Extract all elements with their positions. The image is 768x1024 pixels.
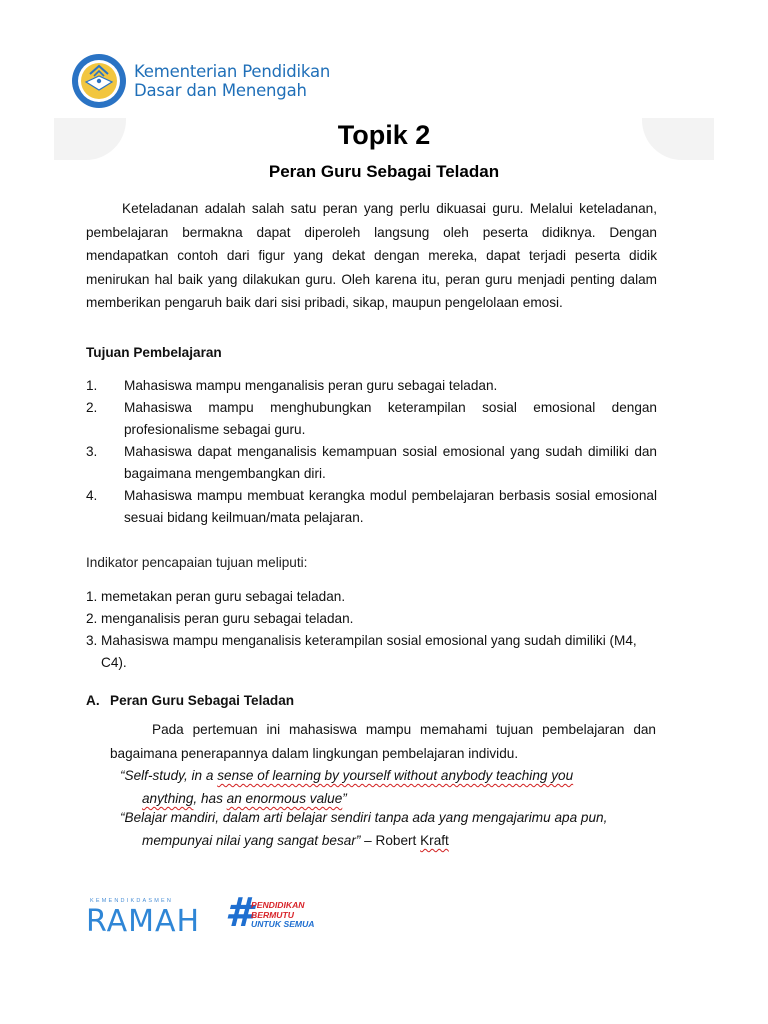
list-item (86, 375, 657, 397)
ministry-name-line2: Dasar dan Menengah (134, 81, 307, 100)
ministry-logo (70, 52, 330, 112)
pb-line1: PENDIDIKAN (251, 900, 305, 910)
list-item-number: 2. (86, 611, 98, 626)
intro-text: Keteladanan adalah salah satu peran yang perlu dikuasai guru. Melalui keteladanan, pembelajaran bermakna dapat diperoleh langsung oleh peserta didiknya. Dengan mendapatkan contoh dari figur yang dekat dengan mereka, dapat terjadi peserta didik menirukan hal baik yang dilakukan guru. Oleh karena itu, peran guru menjadi penting dalam memberikan pengaruh baik dari sisi pribadi, sikap, maupun pengelolaan emosi. (86, 201, 657, 310)
list-item-text: menganalisis peran guru sebagai teladan. (101, 611, 354, 626)
pendidikan-bermutu-logo (225, 890, 335, 936)
quote-text-spellcheck: sense of learning by yourself without anybody teaching you (217, 768, 574, 783)
quote-text-spellcheck: an enormous value (226, 791, 343, 806)
english-quote (120, 764, 660, 810)
page-title: Topik 2 (337, 120, 431, 150)
list-item-number: 2. (86, 400, 98, 415)
ramah-tagline: KEMENDIKDASMEN (90, 898, 174, 904)
quote-text-spellcheck: anything (142, 791, 194, 806)
list-item-number: 1. (86, 378, 98, 393)
indonesian-quote (120, 806, 660, 852)
list-item-text: memetakan peran guru sebagai teladan. (101, 589, 346, 604)
list-item-number: 1. (86, 589, 98, 604)
indicators-list (86, 586, 661, 674)
quote-text: “Belajar mandiri, dalam arti belajar sendiri tanpa ada yang mengajarimu apa pun, (120, 810, 608, 825)
list-item (86, 608, 661, 630)
section-title: Peran Guru Sebagai Teladan (110, 693, 295, 708)
ministry-name (134, 62, 330, 100)
list-item (86, 586, 661, 608)
list-item-number: 4. (86, 488, 98, 503)
section-a-paragraph (110, 718, 656, 766)
intro-paragraph (86, 197, 657, 315)
list-item-text: Mahasiswa mampu menghubungkan keterampilan sosial emosional dengan profesionalisme sebagai guru. (124, 400, 657, 437)
tut-wuri-handayani-emblem-icon (70, 52, 128, 110)
indicators-intro: Indikator pencapaian tujuan meliputi: (86, 555, 308, 570)
quote-text: mempunyai nilai yang sangat besar” (142, 833, 361, 848)
pb-line3: UNTUK SEMUA (251, 919, 315, 929)
ministry-name-line1: Kementerian Pendidikan (134, 62, 331, 81)
list-item (86, 397, 657, 441)
quote-text: , has (193, 791, 227, 806)
section-a-heading (86, 693, 294, 708)
list-item-number: 3. (86, 444, 98, 459)
quote-author-name: Kraft (420, 833, 449, 848)
quote-text: ” (342, 791, 347, 806)
objectives-list (86, 375, 657, 529)
quote-text: “Self-study, in a (120, 768, 218, 783)
pendidikan-bermutu-text (251, 901, 315, 930)
list-item-text: Mahasiswa mampu menganalisis peran guru sebagai teladan. (124, 378, 498, 393)
quote-author: – Robert (360, 833, 421, 848)
list-item (86, 485, 657, 529)
list-item-text: Mahasiswa mampu menganalisis keterampilan sosial emosional yang sudah dimiliki (M4, C4). (101, 633, 637, 670)
pb-line2: BERMUTU (251, 909, 294, 920)
section-a-text: Pada pertemuan ini mahasiswa mampu memahami tujuan pembelajaran dan bagaimana penerapannya dalam lingkungan pembelajaran individu. (110, 722, 656, 761)
objectives-heading: Tujuan Pembelajaran (86, 345, 222, 360)
section-letter: A. (86, 693, 100, 708)
list-item-text: Mahasiswa mampu membuat kerangka modul pembelajaran berbasis sosial emosional sesuai bidang keilmuan/mata pelajaran. (124, 488, 657, 525)
list-item-number: 3. (86, 633, 98, 648)
page-subtitle: Peran Guru Sebagai Teladan (268, 162, 500, 181)
list-item (86, 441, 657, 485)
hashtag-icon: # (225, 890, 253, 936)
ramah-wordmark: RAMAH (86, 904, 201, 939)
list-item-text: Mahasiswa dapat menganalisis kemampuan sosial emosional yang sudah dimiliki dan bagaimana mengembangkan diri. (124, 444, 657, 481)
list-item (86, 630, 661, 674)
ramah-logo (86, 898, 201, 942)
